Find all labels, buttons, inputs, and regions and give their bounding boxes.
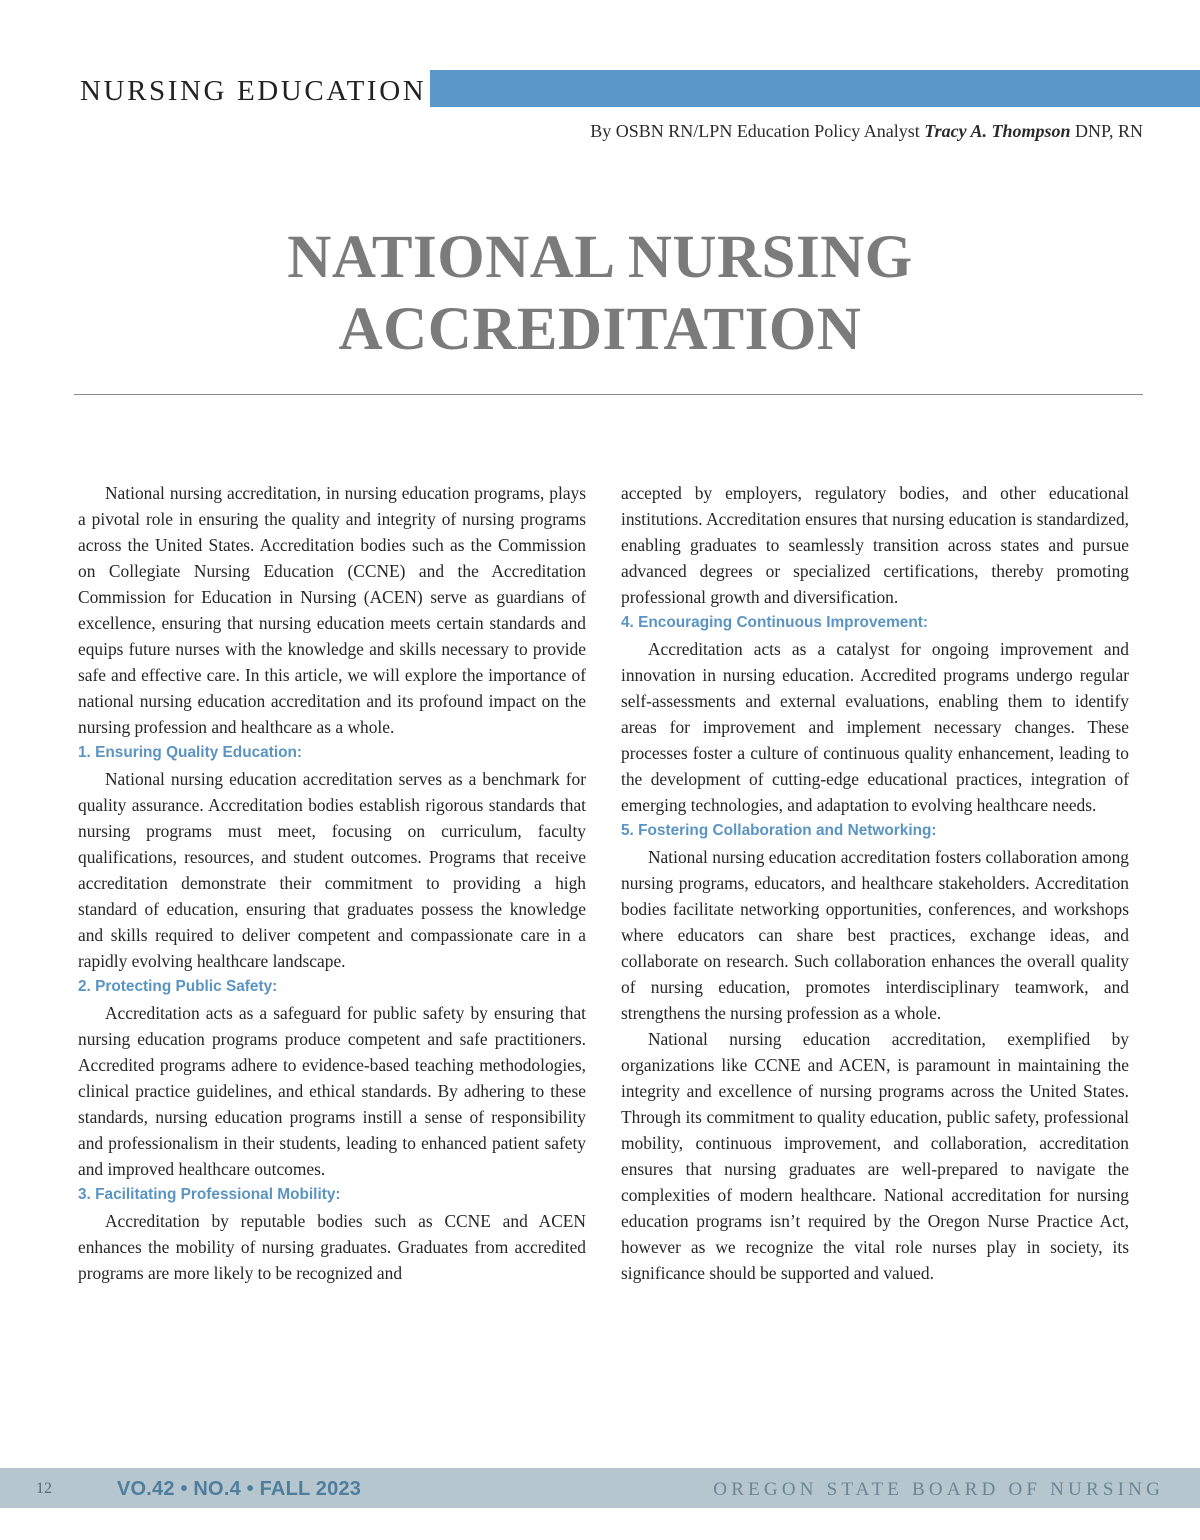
title-divider	[74, 394, 1143, 395]
organization-name: OREGON STATE BOARD OF NURSING	[713, 1479, 1164, 1500]
conclusion-paragraph: National nursing education accreditation, exemplified by organizations like CCNE and ACEN, is paramount in maintaining the integrity and excellence of nursing programs across the United States. Through its commitment to quality education, public safety, professional mobility, continuous improvement, and collaboration, accreditation ensures that nursing graduates are well-prepared to navigate the complexities of modern healthcare. National accreditation for nursing education programs isn’t required by the Oregon Nurse Practice Act, however as we recognize the vital role nurses play in society, its significance should be supported and valued.	[621, 1029, 1129, 1283]
section-heading-5: 5. Fostering Collaboration and Networking:	[621, 822, 937, 839]
author-name: Tracy A. Thompson	[924, 121, 1071, 141]
section-body-4: Accreditation acts as a catalyst for ongoing improvement and innovation in nursing education. Accredited programs undergo regular self-assessments and external evaluations, enabling them to identify areas for improvement and implement necessary changes. These processes foster a culture of continuous quality enhancement, leading to the development of cutting-edge educational practices, integration of emerging technologies, and adaptation to evolving healthcare needs.	[621, 639, 1129, 815]
section-heading-4: 4. Encouraging Continuous Improvement:	[621, 614, 928, 631]
right-column	[621, 480, 1129, 1286]
section-heading-1: 1. Ensuring Quality Education:	[78, 744, 303, 761]
section-label: NURSING EDUCATION	[80, 75, 427, 107]
header-accent-bar	[430, 70, 1200, 107]
intro-paragraph: National nursing accreditation, in nursing education programs, plays a pivotal role in ensuring the quality and integrity of nursing programs across the United States. Accreditation bodies such as the Commission on Collegiate Nursing Education (CCNE) and the Accreditation Commission for Education in Nursing (ACEN) serve as guardians of excellence, ensuring that nursing education meets certain standards and equips future nurses with the knowledge and skills necessary to provide safe and effective care. In this article, we will explore the importance of national nursing education accreditation and its profound impact on the nursing profession and healthcare as a whole.	[78, 483, 586, 737]
byline	[590, 120, 1143, 142]
page-number: 12	[36, 1480, 52, 1497]
title-line-2: ACCREDITATION	[338, 296, 862, 363]
byline-suffix: DNP, RN	[1070, 121, 1143, 141]
title-line-1: NATIONAL NURSING	[287, 224, 913, 291]
left-column	[78, 480, 586, 1286]
section-body-2: Accreditation acts as a safeguard for public safety by ensuring that nursing education programs produce competent and safe practitioners. Accredited programs adhere to evidence-based teaching methodologies, clinical practice guidelines, and ethical standards. By adhering to these standards, nursing education programs instill a sense of responsibility and professionalism in their students, leading to enhanced patient safety and improved healthcare outcomes.	[78, 1003, 586, 1179]
issue-label: VO.42 • NO.4 • FALL 2023	[117, 1478, 362, 1500]
byline-prefix: By OSBN RN/LPN Education Policy Analyst	[590, 121, 925, 141]
section-heading-3: 3. Facilitating Professional Mobility:	[78, 1186, 341, 1203]
section-body-3-part-2: accepted by employers, regulatory bodies, and other educational institutions. Accreditation ensures that nursing education is standardized, enabling graduates to seamlessly transition across states and pursue advanced degrees or specialized certifications, thereby promoting professional growth and diversification.	[621, 483, 1129, 607]
section-body-1: National nursing education accreditation serves as a benchmark for quality assurance. Accreditation bodies establish rigorous standards that nursing programs must meet, focusing on curriculum, faculty qualifications, resources, and student outcomes. Programs that receive accreditation demonstrate their commitment to providing a high standard of education, ensuring that graduates possess the knowledge and skills required to deliver competent and compassionate care in a rapidly evolving healthcare landscape.	[78, 769, 586, 971]
section-body-5: National nursing education accreditation fosters collaboration among nursing programs, educators, and healthcare stakeholders. Accreditation bodies facilitate networking opportunities, conferences, and workshops where educators can share best practices, exchange ideas, and collaborate on research. Such collaboration enhances the overall quality of nursing education, promotes interdisciplinary teamwork, and strengthens the nursing profession as a whole.	[621, 847, 1129, 1023]
section-body-3-part-1: Accreditation by reputable bodies such as CCNE and ACEN enhances the mobility of nursing graduates. Graduates from accredited programs are more likely to be recognized and	[78, 1211, 586, 1283]
section-heading-2: 2. Protecting Public Safety:	[78, 978, 278, 995]
article-title	[0, 222, 1200, 366]
